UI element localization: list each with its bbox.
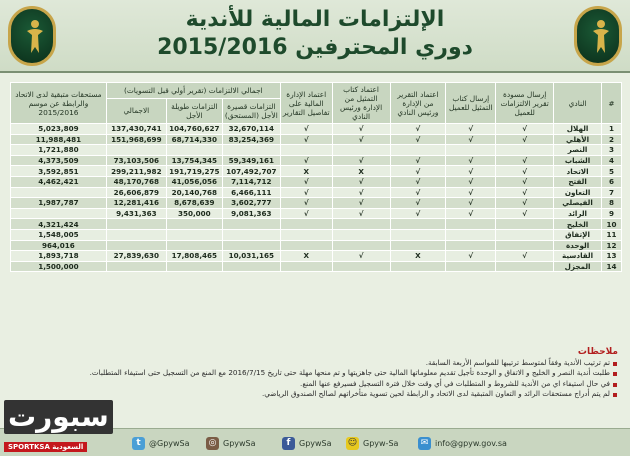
note-item: لم يتم أدراج مستحقات الرائد و التعاون المتبقية لدى الاتحاد و الرابطة لحين تسوية متأخراتهم لصالح الصندوق الرياضي.: [18, 389, 618, 399]
col-finance-approved: اعتماد الإدارة المالية على تفاصيل التقارير: [280, 83, 332, 124]
finance-approved-status: √: [280, 134, 332, 145]
total-value: [106, 219, 166, 230]
col-group-total-obligations: اجمالي الالتزامات (تقرير أولي قبل التسويات): [106, 83, 280, 99]
club-name: الخليج: [554, 219, 602, 230]
letter-approved-status: √: [332, 251, 390, 262]
finance-approved-status: √: [280, 155, 332, 166]
facebook-icon: f: [282, 437, 295, 450]
table-row: [11, 261, 622, 272]
letter-approved-status: X: [332, 166, 390, 177]
twitter-handle: @GpywSa: [149, 438, 190, 448]
draft-sent-status: √: [496, 124, 554, 135]
letter-sent-status: [446, 229, 496, 240]
long-term-value: 17,808,465: [166, 251, 222, 262]
finance-approved-status: [280, 240, 332, 251]
row-num: 10: [602, 219, 622, 230]
col-report-approved: اعتماد التقرير من الإدارة ورئيس النادي: [390, 83, 446, 124]
obligations-table: [10, 82, 622, 272]
letter-approved-status: √: [332, 187, 390, 198]
table-row: [11, 134, 622, 145]
total-value: [106, 261, 166, 272]
table-row: [11, 208, 622, 219]
total-value: 27,839,630: [106, 251, 166, 262]
letter-sent-status: √: [446, 251, 496, 262]
short-term-value: [222, 229, 280, 240]
total-value: 48,170,768: [106, 176, 166, 187]
row-num: 4: [602, 155, 622, 166]
header-banner: [0, 0, 630, 73]
total-value: [106, 229, 166, 240]
remaining-dues-value: [11, 208, 107, 219]
letter-sent-status: [446, 261, 496, 272]
long-term-value: 20,140,768: [166, 187, 222, 198]
long-term-value: [166, 219, 222, 230]
table-body: [11, 124, 622, 272]
logo-subtext: SPORTKSA السعودية: [4, 442, 87, 452]
draft-sent-status: √: [496, 176, 554, 187]
short-term-value: 7,114,712: [222, 176, 280, 187]
report-approved-status: [390, 219, 446, 230]
letter-sent-status: √: [446, 155, 496, 166]
row-num: 11: [602, 229, 622, 240]
club-name: الوحدة: [554, 240, 602, 251]
total-value: [106, 145, 166, 156]
title-line-1: الإلتزامات المالية للأندية: [185, 7, 445, 32]
short-term-value: [222, 219, 280, 230]
table-row: [11, 124, 622, 135]
report-approved-status: X: [390, 251, 446, 262]
letter-approved-status: [332, 229, 390, 240]
remaining-dues-value: 1,721,880: [11, 145, 107, 156]
finance-approved-status: √: [280, 187, 332, 198]
report-approved-status: √: [390, 176, 446, 187]
report-approved-status: √: [390, 124, 446, 135]
letter-sent-status: √: [446, 134, 496, 145]
note-item: طلبت أندية النصر و الخليج و الاتفاق و الوحدة تأجيل تقديم معلوماتها المالية حتى جاهزيتها و تم منحها مهلة حتى تاريخ 2016/7/15 مع المنع من التسجيل حتى استيفاء المتطلبات.: [18, 368, 618, 378]
short-term-value: 59,349,161: [222, 155, 280, 166]
report-approved-status: √: [390, 198, 446, 209]
row-num: 2: [602, 134, 622, 145]
short-term-value: 107,492,707: [222, 166, 280, 177]
letter-approved-status: √: [332, 134, 390, 145]
remaining-dues-value: 1,500,000: [11, 261, 107, 272]
notes-section: [18, 346, 618, 400]
federation-emblem-left: [8, 6, 56, 66]
draft-sent-status: [496, 240, 554, 251]
twitter-link[interactable]: [132, 436, 190, 450]
report-approved-status: [390, 261, 446, 272]
draft-sent-status: [496, 261, 554, 272]
letter-approved-status: √: [332, 124, 390, 135]
long-term-value: 191,719,275: [166, 166, 222, 177]
row-num: 9: [602, 208, 622, 219]
remaining-dues-value: 964,016: [11, 240, 107, 251]
club-name: القادسية: [554, 251, 602, 262]
finance-approved-status: X: [280, 166, 332, 177]
federation-emblem-right: [574, 6, 622, 66]
finance-approved-status: X: [280, 251, 332, 262]
instagram-link[interactable]: [206, 436, 256, 450]
long-term-value: 350,000: [166, 208, 222, 219]
total-value: 26,606,879: [106, 187, 166, 198]
draft-sent-status: √: [496, 187, 554, 198]
col-draft-sent: إرسال مسودة تقرير الالتزامات للعميل: [496, 83, 554, 124]
letter-approved-status: √: [332, 208, 390, 219]
letter-approved-status: [332, 219, 390, 230]
report-approved-status: √: [390, 155, 446, 166]
letter-sent-status: √: [446, 124, 496, 135]
email-address: info@gpyw.gov.sa: [435, 438, 507, 448]
remaining-dues-value: 5,023,809: [11, 124, 107, 135]
notes-title: ملاحظات: [577, 347, 618, 357]
letter-sent-status: √: [446, 166, 496, 177]
long-term-value: [166, 229, 222, 240]
finance-approved-status: √: [280, 198, 332, 209]
col-letter-sent: إرسال كتاب التمثيل للعميل: [446, 83, 496, 124]
draft-sent-status: [496, 229, 554, 240]
title-line-2: دوري المحترفين 2015/2016: [157, 35, 473, 60]
remaining-dues-value: 11,988,481: [11, 134, 107, 145]
report-approved-status: √: [390, 134, 446, 145]
finance-approved-status: [280, 219, 332, 230]
row-num: 5: [602, 166, 622, 177]
finance-approved-status: √: [280, 176, 332, 187]
table-row: [11, 176, 622, 187]
remaining-dues-value: 1,548,005: [11, 229, 107, 240]
letter-approved-status: √: [332, 176, 390, 187]
total-value: [106, 240, 166, 251]
total-value: 12,281,416: [106, 198, 166, 209]
table-row: [11, 187, 622, 198]
player-figure-icon: [25, 19, 45, 55]
letter-sent-status: [446, 219, 496, 230]
long-term-value: 8,678,639: [166, 198, 222, 209]
col-short-term: التزامات قصيرة الأجل (المستحق): [222, 98, 280, 124]
letter-sent-status: [446, 145, 496, 156]
letter-approved-status: √: [332, 155, 390, 166]
report-approved-status: [390, 145, 446, 156]
remaining-dues-value: 1,987,787: [11, 198, 107, 209]
club-name: الاتحاد: [554, 166, 602, 177]
draft-sent-status: [496, 219, 554, 230]
draft-sent-status: √: [496, 251, 554, 262]
col-num: #: [602, 83, 622, 124]
long-term-value: [166, 240, 222, 251]
short-term-value: [222, 261, 280, 272]
instagram-icon: ◎: [206, 437, 219, 450]
short-term-value: [222, 240, 280, 251]
club-name: الإتفاق: [554, 229, 602, 240]
letter-sent-status: √: [446, 187, 496, 198]
total-value: 137,430,741: [106, 124, 166, 135]
email-icon: ✉: [418, 437, 431, 450]
short-term-value: 9,081,363: [222, 208, 280, 219]
row-num: 6: [602, 176, 622, 187]
report-approved-status: [390, 240, 446, 251]
draft-sent-status: √: [496, 134, 554, 145]
report-approved-status: √: [390, 166, 446, 177]
row-num: 13: [602, 251, 622, 262]
logo-text: سبورت: [4, 400, 113, 434]
col-total: الاجمالي: [106, 98, 166, 124]
draft-sent-status: √: [496, 208, 554, 219]
remaining-dues-value: 1,893,718: [11, 251, 107, 262]
club-name: النصر: [554, 145, 602, 156]
finance-approved-status: [280, 261, 332, 272]
sport-ksa-logo: [4, 400, 109, 451]
club-name: الفتح: [554, 176, 602, 187]
total-value: 9,431,363: [106, 208, 166, 219]
email-link[interactable]: [418, 436, 507, 450]
total-value: 151,968,699: [106, 134, 166, 145]
letter-approved-status: [332, 145, 390, 156]
long-term-value: [166, 145, 222, 156]
twitter-icon: t: [132, 437, 145, 450]
total-value: 73,103,506: [106, 155, 166, 166]
table-row: [11, 155, 622, 166]
letter-approved-status: [332, 261, 390, 272]
table-row: [11, 145, 622, 156]
table-row: [11, 166, 622, 177]
table-row: [11, 240, 622, 251]
finance-approved-status: √: [280, 124, 332, 135]
short-term-value: 32,670,114: [222, 124, 280, 135]
short-term-value: [222, 145, 280, 156]
report-approved-status: √: [390, 208, 446, 219]
facebook-link[interactable]: [282, 436, 332, 450]
snapchat-handle: Gpyw-Sa: [363, 438, 399, 448]
row-num: 3: [602, 145, 622, 156]
short-term-value: 83,254,369: [222, 134, 280, 145]
finance-approved-status: [280, 229, 332, 240]
table-row: [11, 251, 622, 262]
club-name: الفيصلي: [554, 198, 602, 209]
draft-sent-status: √: [496, 198, 554, 209]
letter-sent-status: √: [446, 208, 496, 219]
club-name: الهلال: [554, 124, 602, 135]
long-term-value: 41,056,056: [166, 176, 222, 187]
club-name: الرائد: [554, 208, 602, 219]
row-num: 1: [602, 124, 622, 135]
note-item: تم ترتيب الأندية وفقاً لمتوسط ترتيبها للمواسم الأربعة السابقة.: [18, 358, 618, 368]
total-value: 299,211,982: [106, 166, 166, 177]
letter-approved-status: [332, 240, 390, 251]
long-term-value: 13,754,345: [166, 155, 222, 166]
facebook-handle: GpywSa: [299, 438, 332, 448]
player-figure-icon: [591, 19, 611, 55]
table-row: [11, 198, 622, 209]
long-term-value: [166, 261, 222, 272]
page-title: [60, 6, 570, 62]
letter-sent-status: √: [446, 198, 496, 209]
col-letter-approved: اعتماد كتاب التمثيل من الإدارة ورئيس النادي: [332, 83, 390, 124]
club-name: المجزل: [554, 261, 602, 272]
draft-sent-status: √: [496, 166, 554, 177]
short-term-value: 6,466,111: [222, 187, 280, 198]
snapchat-link[interactable]: [346, 436, 398, 450]
instagram-handle: GpywSa: [223, 438, 256, 448]
short-term-value: 3,602,777: [222, 198, 280, 209]
remaining-dues-value: 4,462,421: [11, 176, 107, 187]
long-term-value: 104,760,627: [166, 124, 222, 135]
col-club: النادي: [554, 83, 602, 124]
snapchat-icon: ☺: [347, 437, 358, 448]
table-row: [11, 229, 622, 240]
finance-approved-status: √: [280, 208, 332, 219]
remaining-dues-value: [11, 187, 107, 198]
letter-sent-status: √: [446, 176, 496, 187]
row-num: 7: [602, 187, 622, 198]
short-term-value: 10,031,165: [222, 251, 280, 262]
row-num: 8: [602, 198, 622, 209]
remaining-dues-value: 4,373,509: [11, 155, 107, 166]
row-num: 12: [602, 240, 622, 251]
row-num: 14: [602, 261, 622, 272]
draft-sent-status: [496, 145, 554, 156]
letter-approved-status: √: [332, 198, 390, 209]
long-term-value: 68,714,330: [166, 134, 222, 145]
report-approved-status: [390, 229, 446, 240]
club-name: الشباب: [554, 155, 602, 166]
col-remaining-dues: مستحقات متبقية لدى الاتحاد والرابطة عن موسم 2015/2016: [11, 83, 107, 124]
letter-sent-status: [446, 240, 496, 251]
note-item: في حال استيفاء اي من الأندية للشروط و المتطلبات في أي وقت خلال فترة التسجيل فسيرفع عنها المنع.: [18, 379, 618, 389]
table-row: [11, 219, 622, 230]
col-long-term: التزامات طويلة الأجل: [166, 98, 222, 124]
draft-sent-status: √: [496, 155, 554, 166]
remaining-dues-value: 4,321,424: [11, 219, 107, 230]
finance-approved-status: [280, 145, 332, 156]
club-name: التعاون: [554, 187, 602, 198]
club-name: الأهلي: [554, 134, 602, 145]
remaining-dues-value: 3,592,851: [11, 166, 107, 177]
report-approved-status: √: [390, 187, 446, 198]
